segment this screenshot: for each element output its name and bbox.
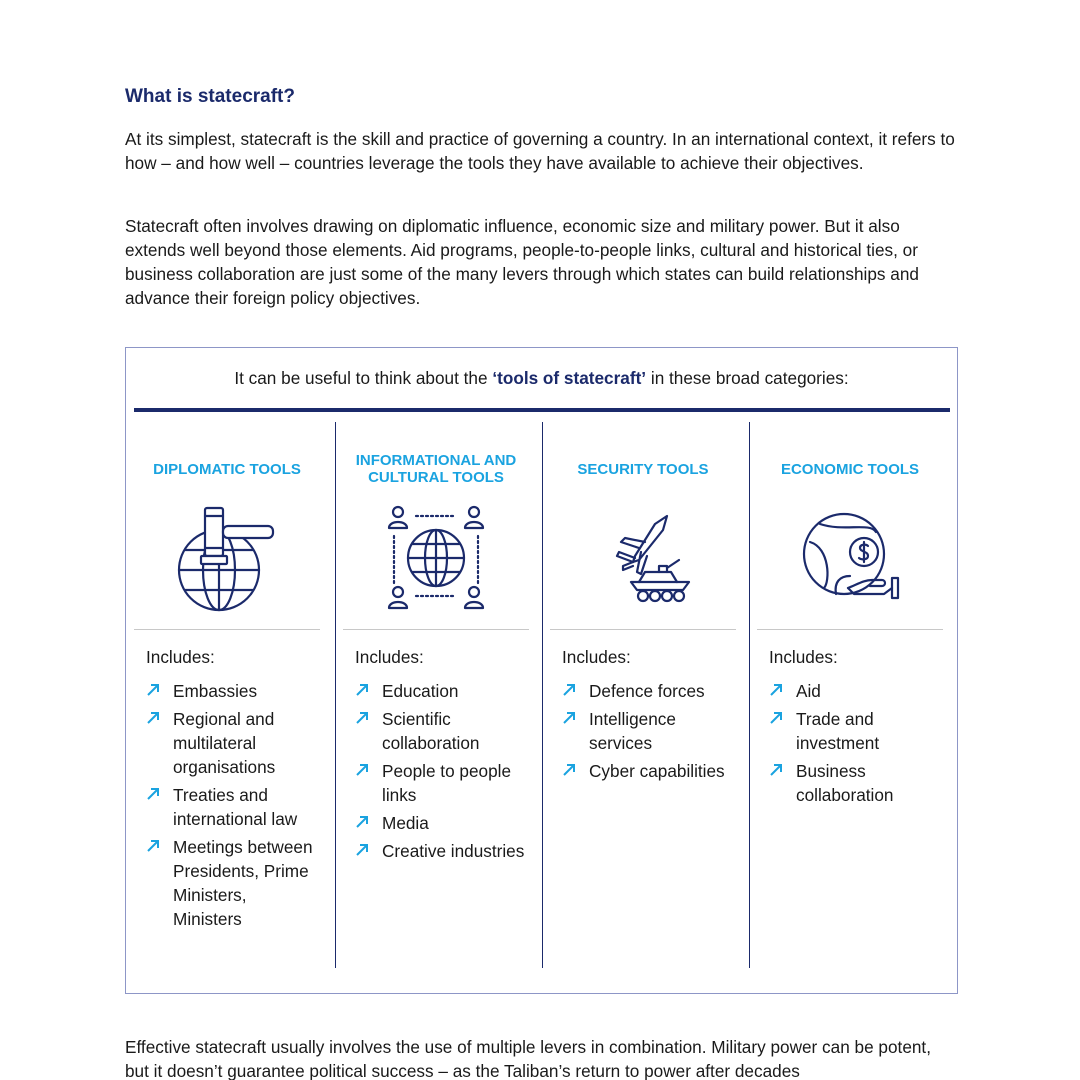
column-separator [757,629,943,630]
list-item: Education [355,679,527,703]
second-paragraph: Statecraft often involves drawing on diplomatic influence, economic size and military power. But it also extends well beyond those elements. Aid programs, people-to-people links, cultural and historical ties, or business collaboration are just some of the many levers through which states can build relationships and advance their foreign policy objectives. [125,216,919,308]
arrow-up-right-icon [146,839,160,853]
tools-box [125,347,958,994]
column-title: INFORMATIONAL AND CULTURAL TOOLS [355,452,517,486]
list-item: Trade and investment [769,707,941,755]
arrow-up-right-icon [562,711,576,725]
list-item: Creative industries [355,839,527,863]
column-title: SECURITY TOOLS [577,460,709,478]
list-item: Cyber capabilities [562,759,734,783]
list-item: Treaties and international law [146,783,318,831]
column-divider [749,422,750,968]
column-separator [550,629,736,630]
arrow-up-right-icon [355,815,369,829]
closing-paragraph: Effective statecraft usually involves the use of multiple levers in combination. Military power can be potent, but it doesn’t guarantee political success – as the Taliban’s return to power after decades [125,1037,931,1080]
arrow-up-right-icon [355,843,369,857]
list-item: Media [355,811,527,835]
hand-dollar-globe-icon [800,502,900,612]
list-item: Scientific collaboration [355,707,527,755]
arrow-up-right-icon [146,787,160,801]
list-item: Embassies [146,679,318,703]
intro-text-before: It can be useful to think about the [234,368,493,388]
section-heading: What is statecraft? [125,86,295,107]
arrow-up-right-icon [146,683,160,697]
intro-bold-term: ‘tools of statecraft’ [492,368,647,388]
column-divider [335,422,336,968]
includes-label: Includes: [562,647,631,667]
people-network-globe-icon [386,502,486,612]
header-rule [134,408,950,412]
arrow-up-right-icon [355,683,369,697]
arrow-up-right-icon [562,763,576,777]
list-item: Meetings between Presidents, Prime Ministers, Ministers [146,835,318,931]
arrow-up-right-icon [146,711,160,725]
jet-tank-icon [593,502,693,612]
arrow-up-right-icon [355,711,369,725]
arrow-up-right-icon [562,683,576,697]
tools-list [146,679,318,935]
list-item: Regional and multilateral organisations [146,707,318,779]
list-item: People to people links [355,759,527,807]
arrow-up-right-icon [769,763,783,777]
tools-list [562,679,734,787]
intro-paragraph: At its simplest, statecraft is the skill and practice of governing a country. In an international context, it refers to how – and how well – countries leverage the tools they have available to achieve their objectives. [125,129,955,173]
includes-label: Includes: [355,647,424,667]
column-separator [134,629,320,630]
list-item: Defence forces [562,679,734,703]
arrow-up-right-icon [355,763,369,777]
column-separator [343,629,529,630]
list-item: Intelligence services [562,707,734,755]
gavel-globe-icon [177,502,277,612]
tools-list [769,679,941,811]
arrow-up-right-icon [769,711,783,725]
column-divider [542,422,543,968]
intro-text-after: in these broad categories: [646,368,849,388]
includes-label: Includes: [769,647,838,667]
list-item: Business collaboration [769,759,941,807]
tools-intro [126,368,957,389]
column-title: DIPLOMATIC TOOLS [153,460,301,478]
includes-label: Includes: [146,647,215,667]
column-title: ECONOMIC TOOLS [780,460,920,478]
tools-list [355,679,527,867]
arrow-up-right-icon [769,683,783,697]
list-item: Aid [769,679,941,703]
